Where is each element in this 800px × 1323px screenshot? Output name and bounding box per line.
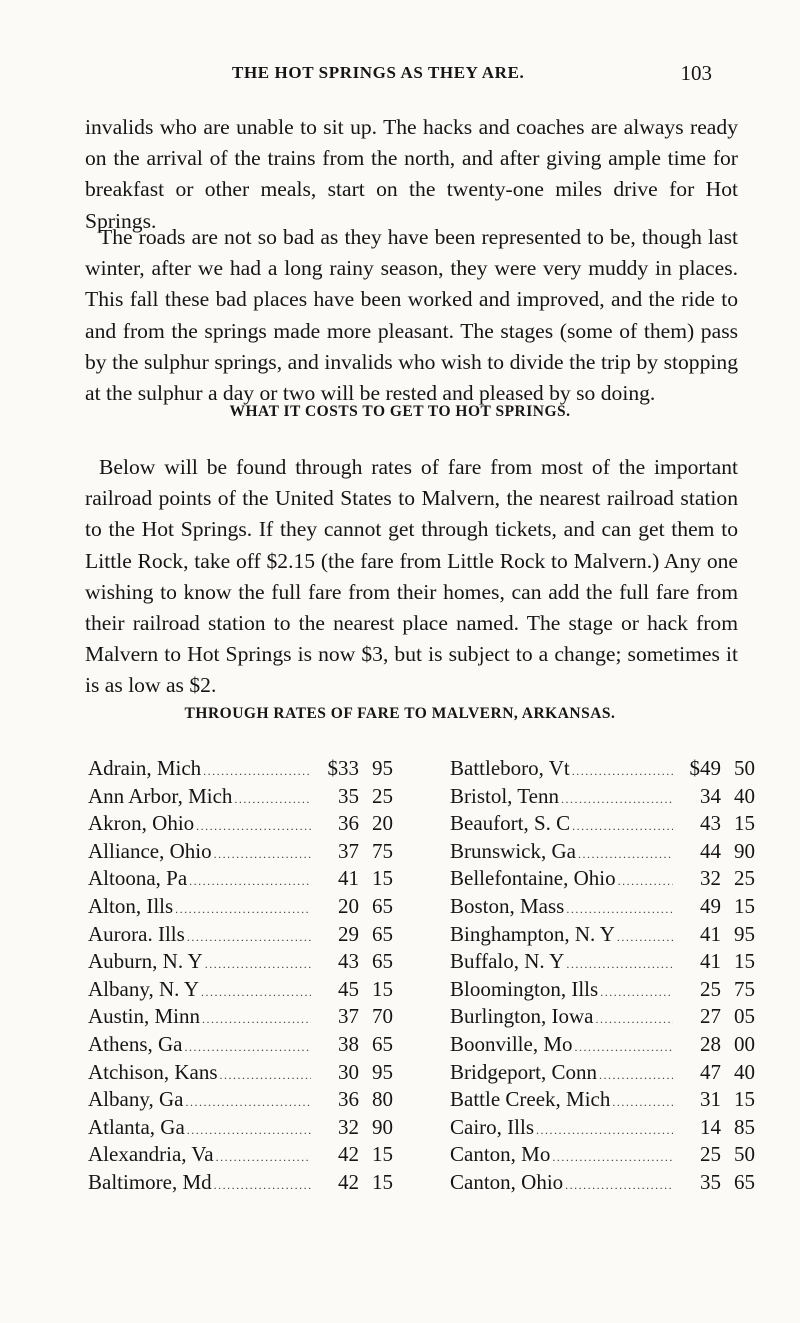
fare-dollars: 36 — [338, 1087, 359, 1112]
fare-cents: 15 — [372, 1169, 393, 1194]
fare-row — [450, 1114, 755, 1142]
fare-row — [88, 921, 393, 949]
fare-place: Alexandria, Va — [88, 1142, 214, 1167]
fare-row — [88, 755, 393, 783]
fare-place: Albany, Ga — [88, 1087, 184, 1112]
paragraph-3 — [85, 452, 738, 702]
fare-dollars: 34 — [700, 783, 721, 808]
dot-leader — [595, 1006, 673, 1034]
page-number: 103 — [680, 61, 712, 85]
fare-row — [450, 1141, 755, 1169]
fare-place: Boonville, Mo — [450, 1031, 573, 1056]
fare-cents: 65 — [372, 1031, 393, 1056]
fare-cents: 95 — [734, 921, 755, 946]
fare-row — [450, 838, 755, 866]
fare-dollars: 29 — [338, 921, 359, 946]
fare-dollars: 41 — [338, 866, 359, 891]
fare-row — [450, 976, 755, 1004]
fare-dollars: 44 — [700, 838, 721, 863]
fare-cents: 20 — [372, 811, 393, 836]
fare-row — [450, 1031, 755, 1059]
dot-leader — [214, 841, 311, 869]
fare-row — [450, 1059, 755, 1087]
paragraph-1 — [85, 112, 738, 237]
dot-leader — [202, 1006, 311, 1034]
fare-cents: 90 — [372, 1114, 393, 1139]
fare-dollars: 47 — [700, 1059, 721, 1084]
fare-dollars: $33 — [327, 756, 359, 780]
fare-cents: 15 — [372, 1142, 393, 1167]
fare-row — [88, 893, 393, 921]
fare-place: Binghampton, N. Y — [450, 921, 615, 946]
fare-row — [450, 755, 755, 783]
fare-cents: 15 — [734, 811, 755, 836]
fare-dollars: 37 — [338, 838, 359, 863]
dot-leader — [536, 1117, 673, 1145]
dot-leader — [234, 786, 311, 814]
fare-dollars: 25 — [700, 1142, 721, 1167]
fare-place: Canton, Mo — [450, 1142, 551, 1167]
dot-leader — [187, 924, 311, 952]
fare-dollars: 49 — [700, 893, 721, 918]
section-heading-costs: WHAT IT COSTS TO GET TO HOT SPRINGS. — [229, 403, 571, 420]
fare-place: Athens, Ga — [88, 1031, 183, 1056]
fare-row — [88, 1141, 393, 1169]
fare-row — [450, 1169, 755, 1197]
fare-place: Austin, Minn — [88, 1004, 201, 1029]
fare-column-left — [88, 755, 393, 1197]
fare-row — [88, 838, 393, 866]
fare-cents: 65 — [372, 949, 393, 974]
fare-cents: 15 — [372, 976, 393, 1001]
fare-cents: 00 — [734, 1031, 755, 1056]
fare-row — [88, 1114, 393, 1142]
fare-row — [88, 1003, 393, 1031]
fare-place: Akron, Ohio — [88, 811, 195, 836]
fare-place: Atchison, Kans — [88, 1059, 218, 1084]
fare-cents: 50 — [734, 756, 755, 780]
fare-cents: 40 — [734, 783, 755, 808]
fare-row — [450, 893, 755, 921]
dot-leader — [572, 813, 673, 841]
fare-row — [88, 1169, 393, 1197]
fare-dollars: 36 — [338, 811, 359, 836]
fare-dollars: 42 — [338, 1169, 359, 1194]
dot-leader — [565, 1172, 673, 1200]
dot-leader — [566, 951, 673, 979]
fare-cents: 25 — [372, 783, 393, 808]
fare-place: Baltimore, Md — [88, 1169, 212, 1194]
fare-cents: 15 — [372, 866, 393, 891]
fare-place: Brunswick, Ga — [450, 838, 576, 863]
fare-dollars: 32 — [338, 1114, 359, 1139]
dot-leader — [578, 841, 673, 869]
fare-place: Alton, Ills — [88, 893, 174, 918]
dot-leader — [561, 786, 673, 814]
fare-place: Boston, Mass — [450, 893, 565, 918]
fare-cents: 15 — [734, 949, 755, 974]
paragraph-2 — [85, 222, 738, 409]
fare-place: Auburn, N. Y — [88, 949, 203, 974]
fare-dollars: 43 — [700, 811, 721, 836]
fare-dollars: 35 — [338, 783, 359, 808]
fare-dollars: 35 — [700, 1169, 721, 1194]
fare-place: Altoona, Pa — [88, 866, 188, 891]
fare-place: Buffalo, N. Y — [450, 949, 565, 974]
fare-place: Bloomington, Ills — [450, 976, 599, 1001]
fare-row — [88, 1031, 393, 1059]
fare-cents: 75 — [734, 976, 755, 1001]
paragraph-body: The roads are not so bad as they have been represented to be, though last winter, after we had a long rainy season, they were very muddy in places. This fall these bad places have been worked and improved, and the ride to and from the springs made more pleasant. The stages (some of them) pass by the sulphur springs, and invalids who wish to divide the trip by stopping at the sulphur a day or two will be rested and pleased by so doing. — [85, 225, 738, 406]
paragraph-text — [85, 222, 738, 409]
paragraph-body: Below will be found through rates of fare from most of the important railroad points of the United States to Malvern, the nearest railroad station to the Hot Springs. If they cannot get through tickets, and can get them to Little Rock, take off $2.15 (the fare from Little Rock to Malvern.) Any one wishing to know the full fare from their homes, can add the full fare from their railroad station to the nearest place named. The stage or hack from Malvern to Hot Springs is now $3, but is subject to a change; sometimes it is as low as $2. — [85, 455, 738, 698]
running-title: THE HOT SPRINGS AS THEY ARE. — [232, 63, 525, 82]
paragraph-text: invalids who are unable to sit up. The hacks and coaches are always ready on the arrival of the trains from the north, and after giving ample time for breakfast or other meals, start on the twenty-one miles drive for Hot Springs. — [85, 115, 738, 233]
fare-row — [88, 1059, 393, 1087]
dot-leader — [184, 1034, 311, 1062]
fare-place: Albany, N. Y — [88, 976, 200, 1001]
dot-leader — [566, 896, 673, 924]
fare-dollars: 25 — [700, 976, 721, 1001]
fare-place: Battleboro, Vt — [450, 756, 570, 780]
running-header — [0, 63, 800, 93]
dot-leader — [187, 1117, 311, 1145]
fare-place: Atlanta, Ga — [88, 1114, 185, 1139]
dot-leader — [612, 1089, 673, 1117]
fare-place: Bridgeport, Conn — [450, 1059, 597, 1084]
fare-row — [450, 921, 755, 949]
dot-leader — [572, 758, 673, 786]
fare-cents: 90 — [734, 838, 755, 863]
fare-dollars: 41 — [700, 949, 721, 974]
fare-dollars: 41 — [700, 921, 721, 946]
fare-cents: 95 — [372, 756, 393, 780]
fare-dollars: 20 — [338, 893, 359, 918]
fare-row — [88, 976, 393, 1004]
dot-leader — [552, 1144, 673, 1172]
fare-row — [88, 810, 393, 838]
fare-dollars: 14 — [700, 1114, 721, 1139]
fare-cents: 25 — [734, 866, 755, 891]
fare-place: Aurora. Ills — [88, 921, 185, 946]
fare-cents: 15 — [734, 1087, 755, 1112]
fare-row — [88, 948, 393, 976]
fare-dollars: 27 — [700, 1004, 721, 1029]
fare-place: Bellefontaine, Ohio — [450, 866, 616, 891]
section-heading-rates: THROUGH RATES OF FARE TO MALVERN, ARKANSAS. — [184, 705, 616, 722]
fare-place: Canton, Ohio — [450, 1169, 564, 1194]
fare-dollars: 38 — [338, 1031, 359, 1056]
fare-dollars: 31 — [700, 1087, 721, 1112]
dot-leader — [618, 868, 673, 896]
fare-dollars: 37 — [338, 1004, 359, 1029]
fare-cents: 65 — [734, 1169, 755, 1194]
fare-row — [450, 865, 755, 893]
dot-leader — [201, 979, 311, 1007]
fare-dollars: 28 — [700, 1031, 721, 1056]
fare-dollars: 32 — [700, 866, 721, 891]
fare-dollars: 42 — [338, 1142, 359, 1167]
dot-leader — [196, 813, 311, 841]
fare-column-right — [450, 755, 755, 1197]
fare-cents: 70 — [372, 1004, 393, 1029]
fare-row — [88, 1086, 393, 1114]
fare-dollars: 45 — [338, 976, 359, 1001]
fare-cents: 15 — [734, 893, 755, 918]
fare-row — [88, 865, 393, 893]
fare-row — [450, 1003, 755, 1031]
fare-dollars: 30 — [338, 1059, 359, 1084]
fare-cents: 65 — [372, 893, 393, 918]
fare-place: Adrain, Mich — [88, 756, 202, 780]
dot-leader — [575, 1034, 673, 1062]
dot-leader — [216, 1144, 311, 1172]
fare-cents: 75 — [372, 838, 393, 863]
dot-leader — [189, 868, 311, 896]
fare-place: Burlington, Iowa — [450, 1004, 594, 1029]
dot-leader — [185, 1089, 311, 1117]
fare-cents: 85 — [734, 1114, 755, 1139]
fare-place: Ann Arbor, Mich — [88, 783, 233, 808]
fare-place: Beaufort, S. C — [450, 811, 571, 836]
dot-leader — [175, 896, 311, 924]
fare-place: Cairo, Ills — [450, 1114, 534, 1139]
fare-cents: 80 — [372, 1087, 393, 1112]
fare-cents: 95 — [372, 1059, 393, 1084]
dot-leader — [203, 758, 311, 786]
dot-leader — [617, 924, 673, 952]
fare-cents: 50 — [734, 1142, 755, 1167]
paragraph-text — [85, 452, 738, 702]
dot-leader — [599, 1062, 673, 1090]
fare-row — [450, 783, 755, 811]
fare-cents: 05 — [734, 1004, 755, 1029]
fare-dollars: 43 — [338, 949, 359, 974]
dot-leader — [220, 1062, 312, 1090]
fare-place: Alliance, Ohio — [88, 838, 212, 863]
fare-row — [450, 810, 755, 838]
fare-dollars: $49 — [689, 756, 721, 780]
fare-row — [88, 783, 393, 811]
fare-place: Battle Creek, Mich — [450, 1087, 611, 1112]
fare-cents: 40 — [734, 1059, 755, 1084]
fare-cents: 65 — [372, 921, 393, 946]
dot-leader — [214, 1172, 311, 1200]
dot-leader — [600, 979, 673, 1007]
fare-row — [450, 948, 755, 976]
dot-leader — [205, 951, 311, 979]
fare-row — [450, 1086, 755, 1114]
fare-place: Bristol, Tenn — [450, 783, 559, 808]
